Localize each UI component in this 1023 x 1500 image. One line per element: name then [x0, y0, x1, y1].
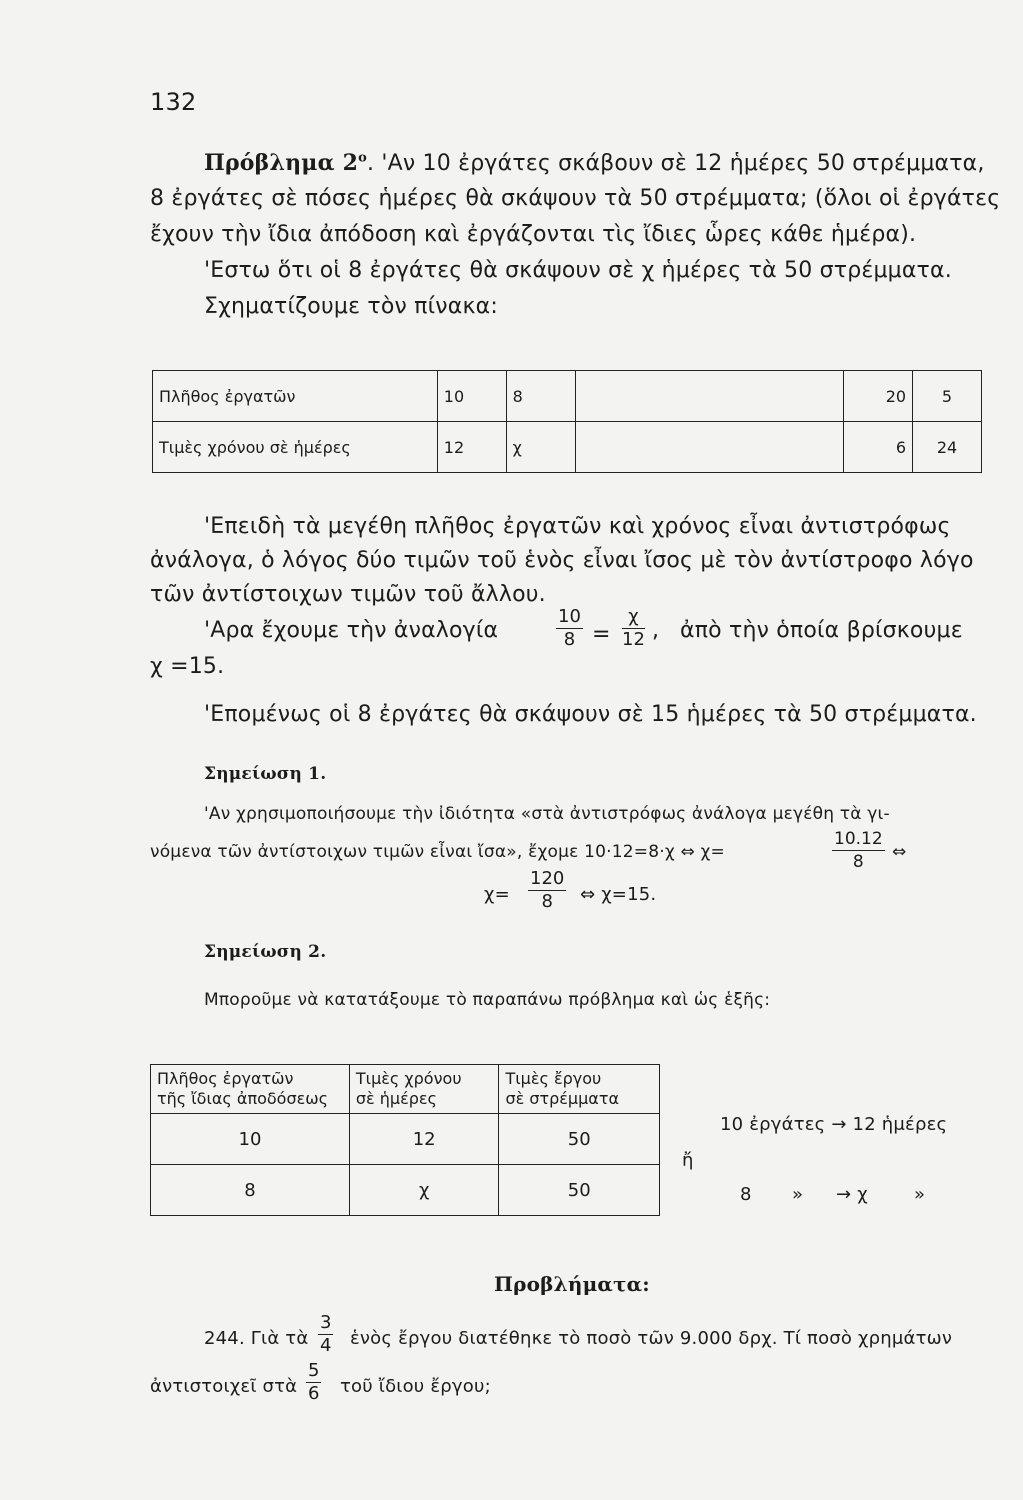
fraction-denominator: 6	[308, 1383, 320, 1404]
header-line: σὲ στρέμματα	[505, 1089, 620, 1108]
table-cell: 50	[499, 1165, 660, 1216]
problem-line-4: 'Εστω ὅτι οἱ 8 ἐργάτες θὰ σκάψουν σὲ χ ἡμέρες τὰ 50 στρέμματα.	[204, 258, 952, 283]
explanation-line-2: ἀνάλογα, ὁ λόγος δύο τιμῶν τοῦ ἑνὸς εἶναι ἴσος μὲ τὸν ἀντίστροφο λόγο	[150, 548, 974, 573]
note2-line-1: Μποροῦμε νὰ κατατάξουμε τὸ παραπάνω πρόβλημα καὶ ὡς ἑξῆς:	[204, 990, 771, 1010]
note1-line-2: νόμενα τῶν ἀντίστοιχων τιμῶν εἶναι ἴσα», ἔχομε 10·12=8·χ ⇔ χ=	[150, 842, 725, 862]
equals-sign: =	[592, 622, 611, 647]
fraction-10-12-over-8	[832, 828, 885, 873]
table-cell: Πλῆθος ἐργατῶν	[153, 371, 438, 422]
problem-line-3: ἔχουν τὴν ἴδια ἀπόδοση καὶ ἐργάζονται τὶς ἴδιες ὧρες κάθε ἡμέρα).	[150, 222, 917, 247]
table-row	[151, 1114, 660, 1165]
table-cell: 24	[913, 422, 982, 473]
table-cell: 6	[844, 422, 913, 473]
table-cell	[575, 422, 844, 473]
table-cell: 10	[151, 1114, 350, 1165]
table-cell: 8	[506, 371, 575, 422]
table-cell: 12	[349, 1114, 499, 1165]
table-cell: 50	[499, 1114, 660, 1165]
note1-title: Σημείωση 1.	[204, 764, 327, 784]
header-line: Τιμὲς ἔργου	[505, 1069, 602, 1088]
workers-time-table	[152, 370, 982, 473]
fraction-numerator: χ	[622, 606, 645, 629]
problem-title-sup: ο	[358, 150, 367, 166]
problem-text-1: . 'Αν 10 ἐργάτες σκάβουν σὲ 12 ἡμέρες 50 στρέμματα,	[366, 151, 985, 176]
explanation-line-6: 'Επομένως οἱ 8 ἐργάτες θὰ σκάψουν σὲ 15 ἡμέρες τὰ 50 στρέμματα.	[204, 702, 977, 727]
fraction-numerator: 3	[320, 1312, 332, 1333]
fraction-denominator: 8	[563, 629, 576, 650]
explanation-line-3: τῶν ἀντίστοιχων τιμῶν τοῦ ἄλλου.	[150, 582, 546, 607]
problem-line-2: 8 ἐργάτες σὲ πόσες ἡμέρες θὰ σκάψουν τὰ 50 στρέμματα; (ὅλοι οἱ ἐργάτες	[150, 186, 1001, 211]
fraction-denominator: 4	[320, 1335, 332, 1356]
table-cell: 10	[437, 371, 506, 422]
problems-heading: Προβλήματα:	[494, 1272, 650, 1296]
iff-symbol: ⇔	[892, 842, 907, 862]
explanation-line-1: 'Επειδὴ τὰ μεγέθη πλῆθος ἐργατῶν καὶ χρόνος εἶναι ἀντιστρόφως	[204, 514, 951, 539]
table-cell: 5	[913, 371, 982, 422]
table-header-workers	[151, 1065, 350, 1114]
fraction-numerator: 120	[530, 868, 565, 889]
table-cell	[575, 371, 844, 422]
problem-line-5: Σχηματίζουμε τὸν πίνακα:	[204, 294, 498, 319]
alt-row-2-count: 8	[740, 1184, 752, 1205]
table-header-row	[151, 1065, 660, 1114]
table-header-time	[349, 1065, 499, 1114]
fraction-3-4	[318, 1312, 333, 1357]
fraction-denominator: 12	[622, 629, 645, 650]
fraction-10-8	[556, 606, 583, 651]
explanation-line-4a: 'Αρα ἔχουμε τὴν ἀναλογία	[204, 618, 499, 643]
alt-row-2-arrow: → χ	[836, 1184, 868, 1205]
comma: ,	[652, 618, 660, 643]
table-row	[151, 1165, 660, 1216]
fraction-numerator: 10.12	[834, 829, 883, 849]
fraction-5-6	[306, 1360, 321, 1405]
table-cell: Τιμὲς χρόνου σὲ ἡμέρες	[153, 422, 438, 473]
header-line: τῆς ἴδιας ἀποδόσεως	[157, 1089, 329, 1108]
explanation-line-5: χ =15.	[150, 654, 225, 679]
note2-title: Σημείωση 2.	[204, 942, 327, 962]
fraction-denominator: 8	[852, 852, 864, 872]
alt-row-1: 10 ἐργάτες → 12 ἡμέρες	[720, 1114, 948, 1135]
fraction-numerator: 5	[308, 1360, 320, 1381]
or-word: ἤ	[682, 1150, 694, 1171]
page-number: 132	[150, 88, 197, 116]
fraction-denominator: 8	[541, 891, 553, 912]
alt-row-2-ditto: »	[914, 1184, 926, 1205]
header-line: Τιμὲς χρόνου	[355, 1069, 462, 1088]
fraction-120-8	[528, 868, 566, 913]
table-row	[153, 422, 982, 473]
header-line: Πλῆθος ἐργατῶν	[157, 1069, 294, 1088]
problem-244-b: ἑνὸς ἔργου διατέθηκε τὸ ποσὸ τῶν 9.000 δρχ. Τί ποσὸ χρημάτων	[350, 1328, 953, 1349]
table-cell: χ	[506, 422, 575, 473]
note1-line-1: 'Αν χρησιμοποιήσουμε τὴν ἰδιότητα «στὰ ἀντιστρόφως ἀνάλογα μεγέθη τὰ γι-	[204, 804, 890, 824]
table-cell: 8	[151, 1165, 350, 1216]
problem-244-c: ἀντιστοιχεῖ στὰ	[150, 1376, 298, 1397]
table-row	[153, 371, 982, 422]
problem-244-a: 244. Γιὰ τὰ	[204, 1328, 309, 1349]
classification-table	[150, 1064, 660, 1216]
problem-244-d: τοῦ ἴδιου ἔργου;	[340, 1376, 491, 1397]
table-cell: 20	[844, 371, 913, 422]
table-cell: χ	[349, 1165, 499, 1216]
header-line: σὲ ἡμέρες	[355, 1089, 437, 1108]
note1-line-3b: ⇔ χ=15.	[580, 884, 657, 905]
fraction-numerator: 10	[558, 606, 581, 627]
table-header-work	[499, 1065, 660, 1114]
explanation-line-4b: ἀπὸ τὴν ὁποία βρίσκουμε	[680, 618, 963, 643]
alt-row-2-ditto: »	[792, 1184, 804, 1205]
table-cell: 12	[437, 422, 506, 473]
fraction-x-12	[622, 606, 645, 651]
problem-title: Πρόβλημα 2	[204, 150, 359, 176]
problem-line-1	[204, 150, 985, 176]
note1-line-3a: χ=	[484, 884, 510, 905]
